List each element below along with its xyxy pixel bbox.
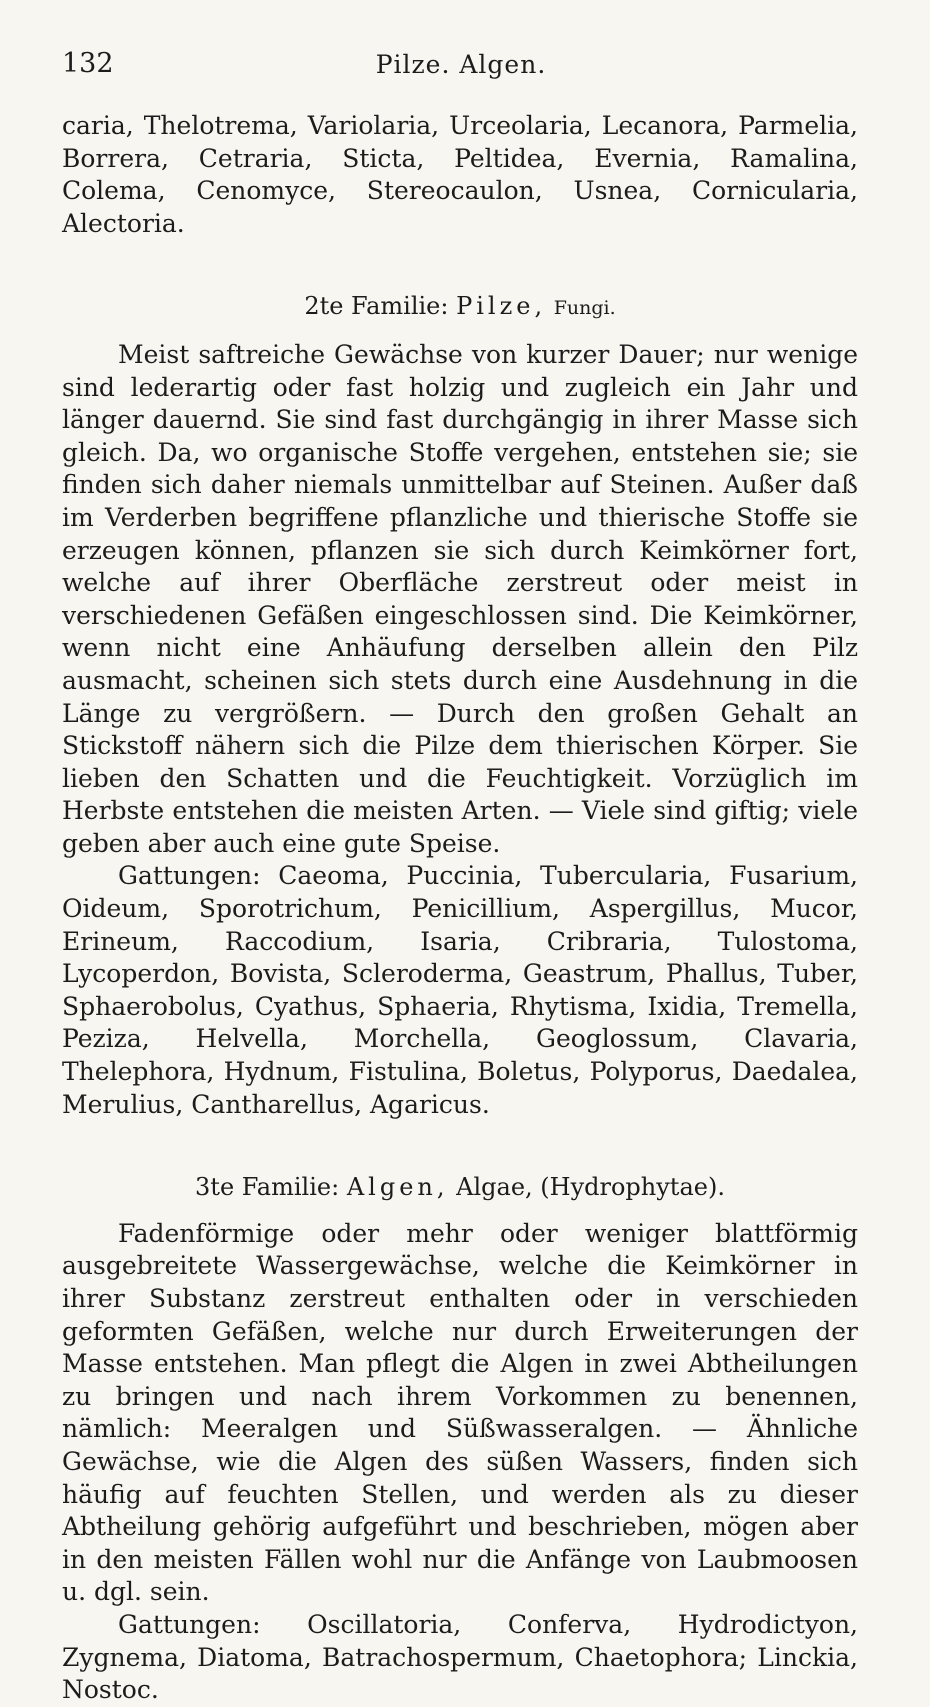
section-heading-fungi	[62, 290, 858, 325]
algae-genera	[62, 1609, 858, 1707]
genera-label: Gattungen:	[118, 1609, 261, 1639]
heading-number: 3te Familie:	[195, 1173, 340, 1202]
heading-number: 2te Familie:	[304, 292, 449, 321]
algae-description: Fadenförmige oder mehr oder weniger blattförmig ausgebreitete Wassergewächse, welche die Keimkörner in ihrer Substanz zerstreut enthalten oder in verschieden geformten Gefäßen, welche nur durch Erweiterungen der Masse entstehen. Man pflegt die Algen in zwei Abtheilungen zu bringen und nach ihrem Vorkommen zu benennen, nämlich: Meeralgen und Süßwasseralgen. — Ähnliche Gewächse, wie die Algen des süßen Wassers, finden sich häufig auf feuchten Stellen, und werden als zu dieser Abtheilung gehörig aufgeführt und beschrieben, mögen aber in den meisten Fällen wohl nur die Anfänge von Laubmoosen u. dgl. sein.	[62, 1218, 858, 1607]
genera-label: Gattungen:	[118, 861, 261, 891]
genera-list: Caeoma, Puccinia, Tubercularia, Fusarium, Oideum, Sporotrichum, Penicillium, Aspergillus, Mucor, Erineum, Raccodium, Isaria, Cribraria, Tulostoma, Lycoperdon, Bovista, Scleroderma, Geastrum, Phallus, Tuber, Sphaerobolus, Cyathus, Sphaeria, Rhytisma, Ixidia, Tremella, Peziza, Helvella, Morchella, Geoglossum, Clavaria, Thelephora, Hydnum, Fistulina, Boletus, Polyporus, Daedalea, Merulius, Cantharellus, Agaricus.	[62, 861, 858, 1119]
heading-german: Algen,	[346, 1173, 449, 1202]
page-number: 132	[62, 48, 114, 79]
page-header	[62, 48, 860, 92]
heading-latin: Algae, (Hydrophytae).	[456, 1173, 725, 1202]
running-title: Pilze. Algen.	[375, 50, 547, 79]
fungi-description: Meist saftreiche Gewächse von kurzer Dauer; nur wenige sind lederartig oder fast holzig und zugleich ein Jahr und länger dauernd. Sie sind fast durchgängig in ihrer Masse sich gleich. Da, wo organische Stoffe vergehen, entstehen sie; sie finden sich daher niemals unmittelbar auf Steinen. Außer daß im Verderben begriffene pflanzliche und thierische Stoffe sie erzeugen können, pflanzen sie sich durch Keimkörner fort, welche auf ihrer Oberfläche zerstreut oder meist in verschiedenen Gefäßen eingeschlossen sind. Die Keimkörner, wenn nicht eine Anhäufung derselben allein den Pilz ausmacht, scheinen sich stets durch eine Ausdehnung in die Länge zu vergrößern. — Durch den großen Gehalt an Stickstoff nähern sich die Pilze dem thierischen Körper. Sie lieben den Schatten und die Feuchtigkeit. Vorzüglich im Herbste entstehen die meisten Arten. — Viele sind giftig; viele geben aber auch eine gute Speise.	[62, 339, 858, 858]
fungi-genera	[62, 860, 858, 1121]
genera-list: Oscillatoria, Conferva, Hydrodictyon, Zygnema, Diatoma, Batrachospermum, Chaetophora; Linckia, Nostoc.	[62, 1609, 858, 1705]
heading-latin: Fungi.	[553, 297, 616, 320]
page-body	[62, 110, 858, 1707]
section-heading-algae	[62, 1171, 858, 1204]
heading-german: Pilze,	[456, 292, 547, 321]
lichen-genera-continuation: caria, Thelotrema, Variolaria, Urceolaria, Lecanora, Parmelia, Borrera, Cetraria, Sticta, Peltidea, Evernia, Ramalina, Colema, Cenomyce, Stereocaulon, Usnea, Cornicularia, Alectoria.	[62, 111, 858, 238]
